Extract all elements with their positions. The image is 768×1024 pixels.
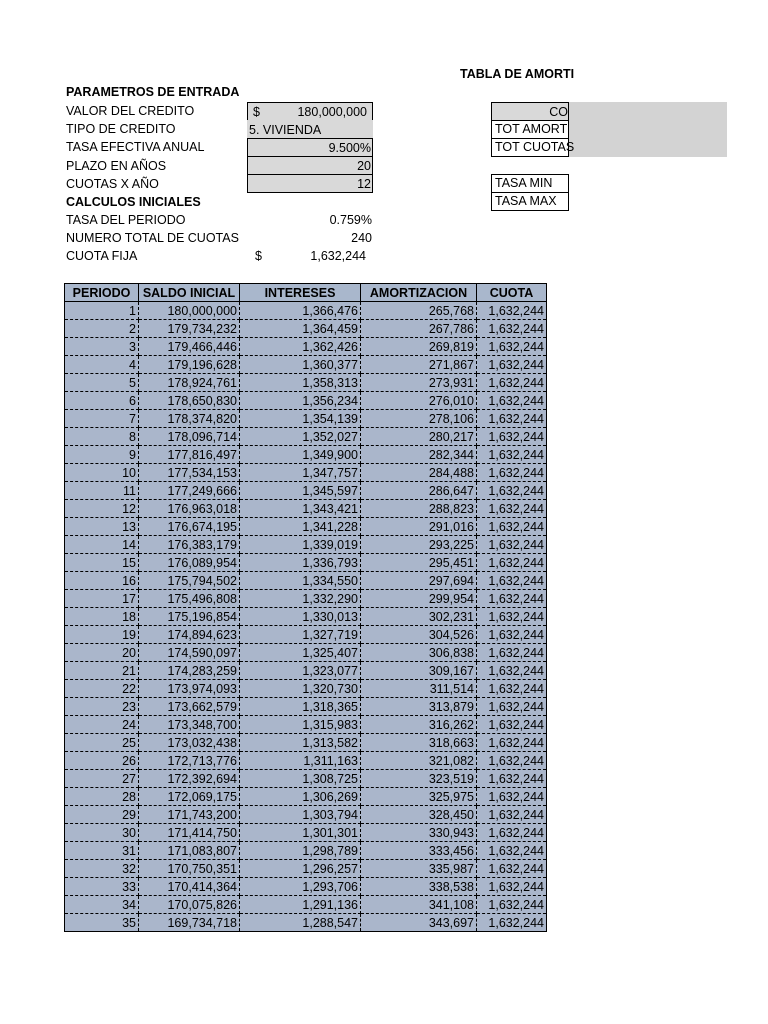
intereses-cell[interactable]: 1,352,027	[240, 428, 361, 446]
intereses-cell[interactable]: 1,347,757	[240, 464, 361, 482]
saldo-inicial-cell[interactable]: 179,734,232	[139, 320, 240, 338]
tasa-efectiva-label: TASA EFECTIVA ANUAL	[66, 140, 205, 154]
page-title: TABLA DE AMORTI	[460, 67, 575, 81]
periodo-cell[interactable]: 33	[65, 878, 139, 896]
table-row	[65, 698, 547, 716]
saldo-inicial-cell[interactable]: 170,075,826	[139, 896, 240, 914]
tipo-credito-field[interactable]	[247, 120, 373, 139]
cuota-cell[interactable]: 1,632,244	[477, 842, 547, 860]
saldo-inicial-cell[interactable]: 170,750,351	[139, 860, 240, 878]
periodo-cell[interactable]: 26	[65, 752, 139, 770]
cuota-cell[interactable]: 1,632,244	[477, 302, 547, 320]
periodo-cell[interactable]: 14	[65, 536, 139, 554]
saldo-inicial-cell[interactable]: 176,674,195	[139, 518, 240, 536]
intereses-cell[interactable]: 1,311,163	[240, 752, 361, 770]
tasa-min-label: TASA MIN	[495, 176, 553, 190]
saldo-inicial-cell[interactable]: 177,534,153	[139, 464, 240, 482]
cuota-cell[interactable]: 1,632,244	[477, 680, 547, 698]
intereses-cell[interactable]: 1,336,793	[240, 554, 361, 572]
amortizacion-cell[interactable]: 325,975	[361, 788, 477, 806]
table-row	[65, 860, 547, 878]
amortizacion-cell[interactable]: 304,526	[361, 626, 477, 644]
tipo-credito-value: 5. VIVIENDA	[249, 123, 322, 137]
periodo-cell[interactable]: 11	[65, 482, 139, 500]
periodo-cell[interactable]: 2	[65, 320, 139, 338]
saldo-inicial-cell[interactable]: 180,000,000	[139, 302, 240, 320]
periodo-cell[interactable]: 23	[65, 698, 139, 716]
saldo-inicial-cell[interactable]: 178,924,761	[139, 374, 240, 392]
saldo-inicial-cell[interactable]: 174,283,259	[139, 662, 240, 680]
periodo-cell[interactable]: 7	[65, 410, 139, 428]
tipo-credito-label: TIPO DE CREDITO	[66, 122, 176, 136]
cuota-cell[interactable]: 1,632,244	[477, 770, 547, 788]
cuota-cell[interactable]: 1,632,244	[477, 644, 547, 662]
cuota-cell[interactable]: 1,632,244	[477, 500, 547, 518]
periodo-cell[interactable]: 18	[65, 608, 139, 626]
table-row	[65, 914, 547, 932]
table-row	[65, 554, 547, 572]
intereses-cell[interactable]: 1,343,421	[240, 500, 361, 518]
intereses-cell[interactable]: 1,345,597	[240, 482, 361, 500]
cuota-cell[interactable]: 1,632,244	[477, 896, 547, 914]
cuota-cell[interactable]: 1,632,244	[477, 536, 547, 554]
table-row	[65, 788, 547, 806]
header-saldo-inicial: SALDO INICIAL	[139, 284, 240, 302]
tot-amort-label: TOT AMORT	[495, 122, 568, 136]
intereses-cell[interactable]: 1,293,706	[240, 878, 361, 896]
intereses-cell[interactable]: 1,308,725	[240, 770, 361, 788]
table-row	[65, 752, 547, 770]
table-row	[65, 500, 547, 518]
num-cuotas-value: 240	[351, 231, 372, 245]
tasa-max-label: TASA MAX	[495, 194, 557, 208]
cuota-cell[interactable]: 1,632,244	[477, 914, 547, 932]
saldo-inicial-cell[interactable]: 176,963,018	[139, 500, 240, 518]
intereses-cell[interactable]: 1,296,257	[240, 860, 361, 878]
periodo-cell[interactable]: 20	[65, 644, 139, 662]
saldo-inicial-cell[interactable]: 173,662,579	[139, 698, 240, 716]
cuota-cell[interactable]: 1,632,244	[477, 320, 547, 338]
amortization-table	[64, 283, 547, 932]
table-row	[65, 392, 547, 410]
table-row	[65, 428, 547, 446]
periodo-cell[interactable]: 5	[65, 374, 139, 392]
cuota-cell[interactable]: 1,632,244	[477, 608, 547, 626]
intereses-cell[interactable]: 1,291,136	[240, 896, 361, 914]
periodo-cell[interactable]: 32	[65, 860, 139, 878]
amortizacion-cell[interactable]: 276,010	[361, 392, 477, 410]
cuota-cell[interactable]: 1,632,244	[477, 338, 547, 356]
saldo-inicial-cell[interactable]: 175,196,854	[139, 608, 240, 626]
saldo-inicial-cell[interactable]: 175,496,808	[139, 590, 240, 608]
intereses-cell[interactable]: 1,313,582	[240, 734, 361, 752]
amortizacion-cell[interactable]: 269,819	[361, 338, 477, 356]
table-row	[65, 662, 547, 680]
table-row	[65, 482, 547, 500]
intereses-cell[interactable]: 1,349,900	[240, 446, 361, 464]
cuota-cell[interactable]: 1,632,244	[477, 824, 547, 842]
amortizacion-cell[interactable]: 299,954	[361, 590, 477, 608]
cuotas-ano-field[interactable]	[247, 174, 373, 193]
amortizacion-cell[interactable]: 343,697	[361, 914, 477, 932]
amortizacion-cell[interactable]: 323,519	[361, 770, 477, 788]
periodo-cell[interactable]: 3	[65, 338, 139, 356]
intereses-cell[interactable]: 1,303,794	[240, 806, 361, 824]
amortizacion-cell[interactable]: 335,987	[361, 860, 477, 878]
table-row	[65, 680, 547, 698]
amortizacion-cell[interactable]: 302,231	[361, 608, 477, 626]
amortizacion-cell[interactable]: 297,694	[361, 572, 477, 590]
saldo-inicial-cell[interactable]: 177,816,497	[139, 446, 240, 464]
intereses-cell[interactable]: 1,325,407	[240, 644, 361, 662]
table-body	[65, 302, 547, 932]
cuota-cell[interactable]: 1,632,244	[477, 392, 547, 410]
saldo-inicial-cell[interactable]: 177,249,666	[139, 482, 240, 500]
tasa-max-cell[interactable]	[491, 192, 569, 211]
intereses-cell[interactable]: 1,341,228	[240, 518, 361, 536]
saldo-inicial-cell[interactable]: 176,089,954	[139, 554, 240, 572]
table-row	[65, 716, 547, 734]
intereses-cell[interactable]: 1,356,234	[240, 392, 361, 410]
plazo-label: PLAZO EN AÑOS	[66, 159, 167, 173]
amortizacion-cell[interactable]: 278,106	[361, 410, 477, 428]
tasa-efectiva-field[interactable]	[247, 138, 373, 157]
saldo-inicial-cell[interactable]: 178,650,830	[139, 392, 240, 410]
valor-currency-symbol: $	[253, 105, 260, 119]
summary-values-area	[569, 102, 727, 157]
saldo-inicial-cell[interactable]: 178,374,820	[139, 410, 240, 428]
tot-cuotas-cell[interactable]	[491, 138, 575, 157]
cuota-cell[interactable]: 1,632,244	[477, 356, 547, 374]
intereses-cell[interactable]: 1,339,019	[240, 536, 361, 554]
cuota-cell[interactable]: 1,632,244	[477, 860, 547, 878]
intereses-cell[interactable]: 1,364,459	[240, 320, 361, 338]
table-row	[65, 896, 547, 914]
periodo-cell[interactable]: 30	[65, 824, 139, 842]
intereses-cell[interactable]: 1,362,426	[240, 338, 361, 356]
saldo-inicial-cell[interactable]: 174,894,623	[139, 626, 240, 644]
saldo-inicial-cell[interactable]: 173,348,700	[139, 716, 240, 734]
saldo-inicial-cell[interactable]: 172,069,175	[139, 788, 240, 806]
table-row	[65, 356, 547, 374]
saldo-inicial-cell[interactable]: 179,196,628	[139, 356, 240, 374]
amortizacion-cell[interactable]: 316,262	[361, 716, 477, 734]
table-row	[65, 446, 547, 464]
periodo-cell[interactable]: 6	[65, 392, 139, 410]
saldo-inicial-cell[interactable]: 172,392,694	[139, 770, 240, 788]
periodo-cell[interactable]: 35	[65, 914, 139, 932]
table-row	[65, 734, 547, 752]
table-row	[65, 590, 547, 608]
cuotas-ano-value: 12	[357, 177, 371, 191]
amortizacion-cell[interactable]: 338,538	[361, 878, 477, 896]
amortizacion-cell[interactable]: 328,450	[361, 806, 477, 824]
table-row	[65, 536, 547, 554]
intereses-cell[interactable]: 1,330,013	[240, 608, 361, 626]
table-row	[65, 608, 547, 626]
cuota-cell[interactable]: 1,632,244	[477, 554, 547, 572]
amortizacion-cell[interactable]: 273,931	[361, 374, 477, 392]
cuota-cell[interactable]: 1,632,244	[477, 878, 547, 896]
saldo-inicial-cell[interactable]: 171,083,807	[139, 842, 240, 860]
tasa-efectiva-value: 9.500%	[328, 141, 371, 155]
amortizacion-cell[interactable]: 306,838	[361, 644, 477, 662]
amortizacion-cell[interactable]: 271,867	[361, 356, 477, 374]
amortizacion-cell[interactable]: 341,108	[361, 896, 477, 914]
periodo-cell[interactable]: 1	[65, 302, 139, 320]
periodo-cell[interactable]: 8	[65, 428, 139, 446]
valor-credito-field[interactable]	[247, 102, 373, 121]
header-periodo: PERIODO	[65, 284, 139, 302]
periodo-cell[interactable]: 24	[65, 716, 139, 734]
periodo-cell[interactable]: 17	[65, 590, 139, 608]
cuota-cell[interactable]: 1,632,244	[477, 626, 547, 644]
intereses-cell[interactable]: 1,360,377	[240, 356, 361, 374]
periodo-cell[interactable]: 10	[65, 464, 139, 482]
amortizacion-cell[interactable]: 309,167	[361, 662, 477, 680]
periodo-cell[interactable]: 19	[65, 626, 139, 644]
header-intereses: INTERESES	[240, 284, 361, 302]
plazo-field[interactable]	[247, 156, 373, 175]
periodo-cell[interactable]: 16	[65, 572, 139, 590]
saldo-inicial-cell[interactable]: 173,974,093	[139, 680, 240, 698]
periodo-cell[interactable]: 34	[65, 896, 139, 914]
periodo-cell[interactable]: 9	[65, 446, 139, 464]
amortizacion-cell[interactable]: 284,488	[361, 464, 477, 482]
intereses-cell[interactable]: 1,318,365	[240, 698, 361, 716]
saldo-inicial-cell[interactable]: 175,794,502	[139, 572, 240, 590]
amortizacion-cell[interactable]: 265,768	[361, 302, 477, 320]
intereses-cell[interactable]: 1,354,139	[240, 410, 361, 428]
amortizacion-cell[interactable]: 282,344	[361, 446, 477, 464]
table-row	[65, 770, 547, 788]
periodo-cell[interactable]: 12	[65, 500, 139, 518]
periodo-cell[interactable]: 31	[65, 842, 139, 860]
cuota-cell[interactable]: 1,632,244	[477, 374, 547, 392]
table-row	[65, 374, 547, 392]
intereses-cell[interactable]: 1,366,476	[240, 302, 361, 320]
table-row	[65, 842, 547, 860]
table-row	[65, 824, 547, 842]
table-row	[65, 464, 547, 482]
table-row	[65, 626, 547, 644]
periodo-cell[interactable]: 13	[65, 518, 139, 536]
periodo-cell[interactable]: 28	[65, 788, 139, 806]
cuota-cell[interactable]: 1,632,244	[477, 806, 547, 824]
cuota-cell[interactable]: 1,632,244	[477, 662, 547, 680]
num-cuotas-label: NUMERO TOTAL DE CUOTAS	[66, 231, 239, 245]
periodo-cell[interactable]: 29	[65, 806, 139, 824]
table-row	[65, 878, 547, 896]
intereses-cell[interactable]: 1,298,789	[240, 842, 361, 860]
header-cuota: CUOTA	[477, 284, 547, 302]
cuota-cell[interactable]: 1,632,244	[477, 482, 547, 500]
saldo-inicial-cell[interactable]: 178,096,714	[139, 428, 240, 446]
cuota-cell[interactable]: 1,632,244	[477, 788, 547, 806]
co-label: CO	[549, 105, 568, 119]
amortizacion-cell[interactable]: 267,786	[361, 320, 477, 338]
tot-amort-cell[interactable]	[491, 120, 569, 139]
intereses-cell[interactable]: 1,334,550	[240, 572, 361, 590]
cuota-cell[interactable]: 1,632,244	[477, 410, 547, 428]
cuota-cell[interactable]: 1,632,244	[477, 734, 547, 752]
saldo-inicial-cell[interactable]: 171,414,750	[139, 824, 240, 842]
section-entrada-heading: PARAMETROS DE ENTRADA	[66, 85, 240, 99]
tasa-periodo-label: TASA DEL PERIODO	[66, 213, 186, 227]
cuota-cell[interactable]: 1,632,244	[477, 428, 547, 446]
amortizacion-cell[interactable]: 280,217	[361, 428, 477, 446]
intereses-cell[interactable]: 1,323,077	[240, 662, 361, 680]
cuota-cell[interactable]: 1,632,244	[477, 518, 547, 536]
saldo-inicial-cell[interactable]: 173,032,438	[139, 734, 240, 752]
table-row	[65, 302, 547, 320]
table-row	[65, 410, 547, 428]
periodo-cell[interactable]: 25	[65, 734, 139, 752]
cuota-cell[interactable]: 1,632,244	[477, 752, 547, 770]
tot-cuotas-label: TOT CUOTAS	[495, 140, 575, 154]
co-cell[interactable]	[491, 102, 569, 121]
tasa-periodo-value: 0.759%	[329, 213, 372, 227]
tasa-min-cell[interactable]	[491, 174, 569, 193]
cuota-cell[interactable]: 1,632,244	[477, 590, 547, 608]
cuota-cell[interactable]: 1,632,244	[477, 446, 547, 464]
intereses-cell[interactable]: 1,301,301	[240, 824, 361, 842]
table-row	[65, 644, 547, 662]
intereses-cell[interactable]: 1,306,269	[240, 788, 361, 806]
cuota-fija-currency: $	[255, 249, 262, 263]
table-row	[65, 572, 547, 590]
cuota-cell[interactable]: 1,632,244	[477, 464, 547, 482]
intereses-cell[interactable]: 1,358,313	[240, 374, 361, 392]
cuota-fija-value: 1,632,244	[310, 249, 366, 263]
intereses-cell[interactable]: 1,332,290	[240, 590, 361, 608]
table-row	[65, 518, 547, 536]
valor-credito-label: VALOR DEL CREDITO	[66, 104, 195, 118]
amortizacion-cell[interactable]: 321,082	[361, 752, 477, 770]
periodo-cell[interactable]: 22	[65, 680, 139, 698]
intereses-cell[interactable]: 1,320,730	[240, 680, 361, 698]
table-row	[65, 806, 547, 824]
periodo-cell[interactable]: 15	[65, 554, 139, 572]
amortizacion-cell[interactable]: 295,451	[361, 554, 477, 572]
periodo-cell[interactable]: 21	[65, 662, 139, 680]
saldo-inicial-cell[interactable]: 174,590,097	[139, 644, 240, 662]
amortizacion-cell[interactable]: 333,456	[361, 842, 477, 860]
saldo-inicial-cell[interactable]: 169,734,718	[139, 914, 240, 932]
amortizacion-cell[interactable]: 291,016	[361, 518, 477, 536]
amortizacion-cell[interactable]: 286,647	[361, 482, 477, 500]
section-calculos-heading: CALCULOS INICIALES	[66, 195, 201, 209]
intereses-cell[interactable]: 1,315,983	[240, 716, 361, 734]
periodo-cell[interactable]: 27	[65, 770, 139, 788]
saldo-inicial-cell[interactable]: 172,713,776	[139, 752, 240, 770]
saldo-inicial-cell[interactable]: 179,466,446	[139, 338, 240, 356]
cuotas-ano-label: CUOTAS X AÑO	[66, 177, 159, 191]
saldo-inicial-cell[interactable]: 170,414,364	[139, 878, 240, 896]
intereses-cell[interactable]: 1,327,719	[240, 626, 361, 644]
cuota-cell[interactable]: 1,632,244	[477, 698, 547, 716]
table-header-row	[65, 284, 547, 302]
amortizacion-cell[interactable]: 318,663	[361, 734, 477, 752]
saldo-inicial-cell[interactable]: 176,383,179	[139, 536, 240, 554]
table-row	[65, 338, 547, 356]
amortizacion-cell[interactable]: 330,943	[361, 824, 477, 842]
table-row	[65, 320, 547, 338]
amortizacion-cell[interactable]: 288,823	[361, 500, 477, 518]
header-amortizacion: AMORTIZACION	[361, 284, 477, 302]
amortizacion-cell[interactable]: 311,514	[361, 680, 477, 698]
valor-credito-value: 180,000,000	[297, 105, 367, 119]
saldo-inicial-cell[interactable]: 171,743,200	[139, 806, 240, 824]
periodo-cell[interactable]: 4	[65, 356, 139, 374]
cuota-cell[interactable]: 1,632,244	[477, 572, 547, 590]
cuota-fija-label: CUOTA FIJA	[66, 249, 138, 263]
amortizacion-cell[interactable]: 293,225	[361, 536, 477, 554]
plazo-value: 20	[357, 159, 371, 173]
amortizacion-cell[interactable]: 313,879	[361, 698, 477, 716]
cuota-cell[interactable]: 1,632,244	[477, 716, 547, 734]
intereses-cell[interactable]: 1,288,547	[240, 914, 361, 932]
